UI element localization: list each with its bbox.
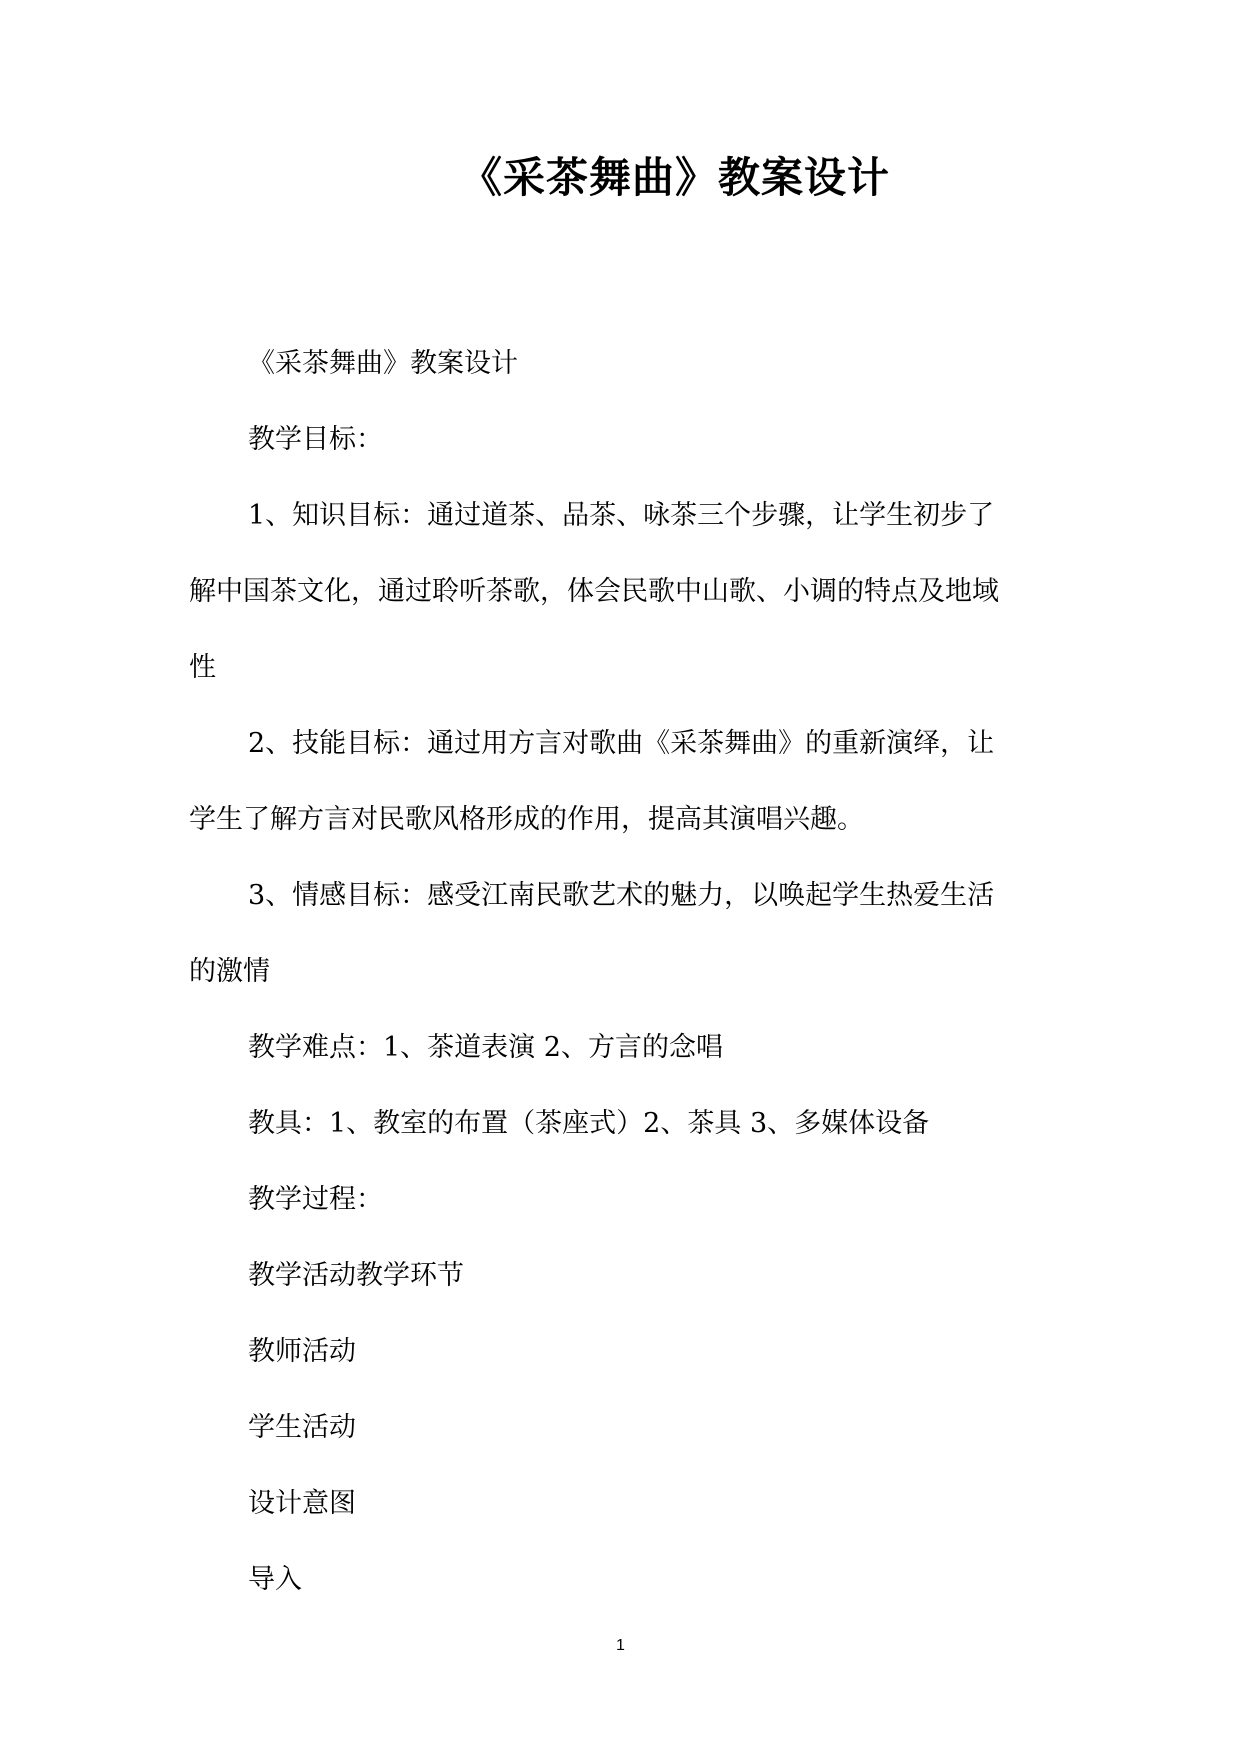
paragraph-line: 性 bbox=[189, 652, 216, 683]
paragraph-line: 学生了解方言对民歌风格形成的作用，提高其演唱兴趣。 bbox=[189, 804, 864, 835]
paragraph-teacher-activity: 教师活动 bbox=[248, 1336, 356, 1367]
document-title: 《采茶舞曲》教案设计 bbox=[459, 153, 890, 202]
paragraph-line: 2、技能目标：通过用方言对歌曲《采茶舞曲》的重新演绎，让 bbox=[248, 728, 995, 759]
paragraph-line: 的激情 bbox=[189, 956, 270, 987]
paragraph-teaching-aids: 教具：1、教室的布置（茶座式）2、茶具 3、多媒体设备 bbox=[248, 1108, 930, 1139]
paragraph-heading-repeat: 《采茶舞曲》教案设计 bbox=[248, 348, 518, 379]
page-number: 1 bbox=[616, 1637, 625, 1654]
paragraph-knowledge-goal bbox=[189, 478, 1059, 706]
paragraph-skill-goal bbox=[189, 706, 1059, 858]
document-body bbox=[189, 326, 1059, 1618]
paragraph-student-activity: 学生活动 bbox=[248, 1412, 356, 1443]
paragraph-teaching-process: 教学过程： bbox=[248, 1184, 383, 1215]
paragraph-activity-section: 教学活动教学环节 bbox=[248, 1260, 464, 1291]
paragraph-introduction: 导入 bbox=[248, 1564, 302, 1595]
paragraph-line: 3、情感目标：感受江南民歌艺术的魅力，以唤起学生热爱生活 bbox=[248, 880, 995, 911]
paragraph-line: 解中国茶文化，通过聆听茶歌，体会民歌中山歌、小调的特点及地域 bbox=[189, 576, 999, 607]
paragraph-design-intent: 设计意图 bbox=[248, 1488, 356, 1519]
paragraph-teaching-difficulty: 教学难点：1、茶道表演 2、方言的念唱 bbox=[248, 1032, 723, 1063]
paragraph-teaching-goals: 教学目标： bbox=[248, 424, 383, 455]
paragraph-line: 1、知识目标：通过道茶、品茶、咏茶三个步骤，让学生初步了 bbox=[248, 500, 995, 531]
paragraph-emotion-goal bbox=[189, 858, 1059, 1010]
